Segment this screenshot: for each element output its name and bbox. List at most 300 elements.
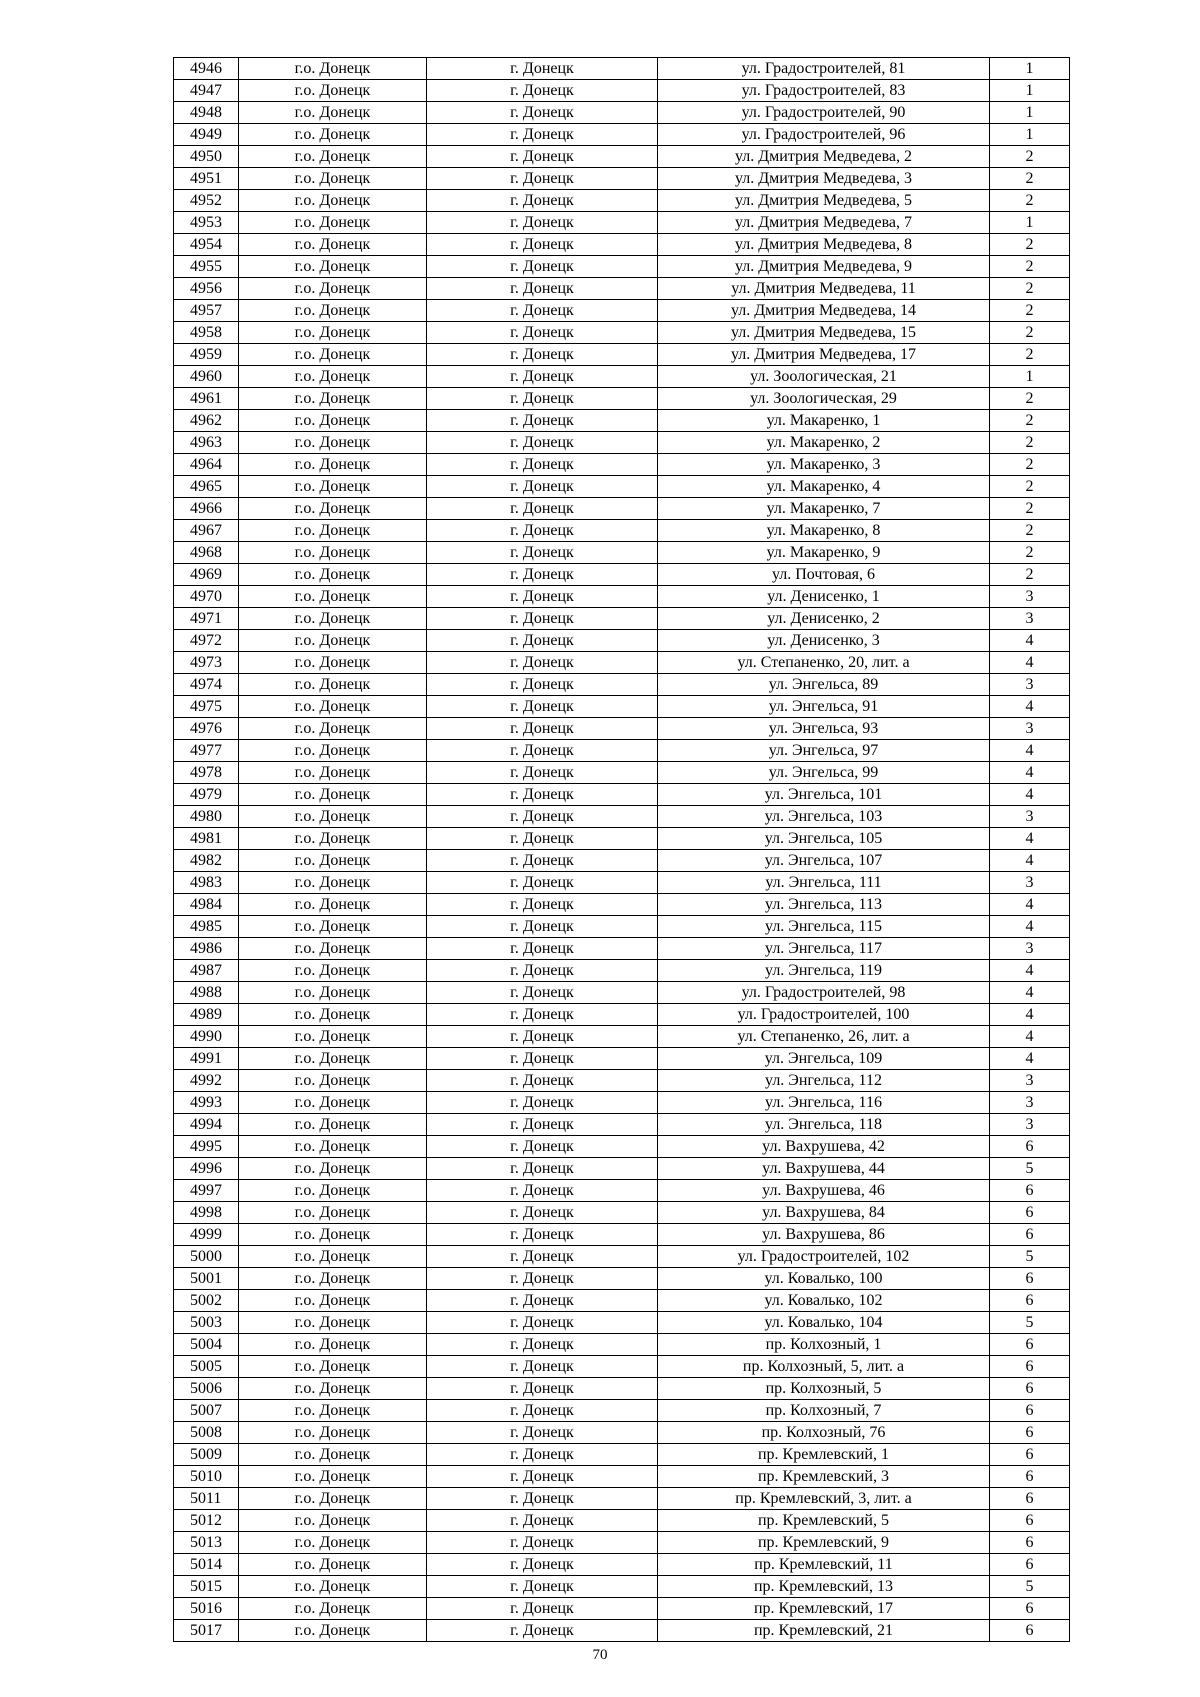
table-row xyxy=(174,806,1070,828)
value-cell: 2 xyxy=(990,322,1070,344)
table-row xyxy=(174,410,1070,432)
table-row xyxy=(174,1510,1070,1532)
row-number-cell: 4966 xyxy=(174,498,239,520)
district-cell: г.о. Донецк xyxy=(239,1290,427,1312)
value-cell: 2 xyxy=(990,520,1070,542)
table-row xyxy=(174,278,1070,300)
district-cell: г.о. Донецк xyxy=(239,784,427,806)
row-number-cell: 5017 xyxy=(174,1620,239,1642)
value-cell: 6 xyxy=(990,1356,1070,1378)
city-cell: г. Донецк xyxy=(427,916,658,938)
value-cell: 2 xyxy=(990,432,1070,454)
value-cell: 2 xyxy=(990,498,1070,520)
value-cell: 4 xyxy=(990,762,1070,784)
row-number-cell: 4993 xyxy=(174,1092,239,1114)
value-cell: 2 xyxy=(990,300,1070,322)
city-cell: г. Донецк xyxy=(427,564,658,586)
row-number-cell: 4959 xyxy=(174,344,239,366)
table-row xyxy=(174,124,1070,146)
value-cell: 5 xyxy=(990,1158,1070,1180)
table-row xyxy=(174,366,1070,388)
city-cell: г. Донецк xyxy=(427,1334,658,1356)
table-row xyxy=(174,454,1070,476)
address-cell: ул. Макаренко, 9 xyxy=(658,542,990,564)
district-cell: г.о. Донецк xyxy=(239,894,427,916)
district-cell: г.о. Донецк xyxy=(239,102,427,124)
city-cell: г. Донецк xyxy=(427,212,658,234)
district-cell: г.о. Донецк xyxy=(239,1312,427,1334)
district-cell: г.о. Донецк xyxy=(239,1532,427,1554)
value-cell: 4 xyxy=(990,916,1070,938)
district-cell: г.о. Донецк xyxy=(239,1554,427,1576)
row-number-cell: 4958 xyxy=(174,322,239,344)
address-cell: пр. Кремлевский, 5 xyxy=(658,1510,990,1532)
district-cell: г.о. Донецк xyxy=(239,1620,427,1642)
value-cell: 6 xyxy=(990,1422,1070,1444)
row-number-cell: 4999 xyxy=(174,1224,239,1246)
address-cell: ул. Денисенко, 3 xyxy=(658,630,990,652)
city-cell: г. Донецк xyxy=(427,674,658,696)
table-row xyxy=(174,1598,1070,1620)
city-cell: г. Донецк xyxy=(427,1576,658,1598)
district-cell: г.о. Донецк xyxy=(239,454,427,476)
row-number-cell: 5012 xyxy=(174,1510,239,1532)
value-cell: 2 xyxy=(990,234,1070,256)
address-cell: ул. Ковалько, 102 xyxy=(658,1290,990,1312)
city-cell: г. Донецк xyxy=(427,1158,658,1180)
row-number-cell: 4971 xyxy=(174,608,239,630)
city-cell: г. Донецк xyxy=(427,696,658,718)
table-row xyxy=(174,234,1070,256)
address-cell: ул. Дмитрия Медведева, 8 xyxy=(658,234,990,256)
address-cell: ул. Градостроителей, 90 xyxy=(658,102,990,124)
district-cell: г.о. Донецк xyxy=(239,762,427,784)
row-number-cell: 4956 xyxy=(174,278,239,300)
district-cell: г.о. Донецк xyxy=(239,1092,427,1114)
district-cell: г.о. Донецк xyxy=(239,938,427,960)
address-cell: ул. Макаренко, 1 xyxy=(658,410,990,432)
address-cell: ул. Энгельса, 117 xyxy=(658,938,990,960)
address-cell: ул. Ковалько, 100 xyxy=(658,1268,990,1290)
table-row xyxy=(174,652,1070,674)
value-cell: 4 xyxy=(990,1048,1070,1070)
city-cell: г. Донецк xyxy=(427,278,658,300)
table-row xyxy=(174,696,1070,718)
district-cell: г.о. Донецк xyxy=(239,366,427,388)
address-cell: ул. Вахрушева, 86 xyxy=(658,1224,990,1246)
address-cell: ул. Дмитрия Медведева, 11 xyxy=(658,278,990,300)
city-cell: г. Донецк xyxy=(427,630,658,652)
district-cell: г.о. Донецк xyxy=(239,850,427,872)
city-cell: г. Донецк xyxy=(427,1290,658,1312)
city-cell: г. Донецк xyxy=(427,520,658,542)
value-cell: 3 xyxy=(990,1070,1070,1092)
address-cell: пр. Колхозный, 5, лит. а xyxy=(658,1356,990,1378)
address-cell: ул. Макаренко, 2 xyxy=(658,432,990,454)
row-number-cell: 5015 xyxy=(174,1576,239,1598)
table-body xyxy=(174,58,1070,1642)
row-number-cell: 4968 xyxy=(174,542,239,564)
district-cell: г.о. Донецк xyxy=(239,1180,427,1202)
city-cell: г. Донецк xyxy=(427,1488,658,1510)
table-row xyxy=(174,1048,1070,1070)
district-cell: г.о. Донецк xyxy=(239,608,427,630)
row-number-cell: 4989 xyxy=(174,1004,239,1026)
city-cell: г. Донецк xyxy=(427,366,658,388)
address-cell: ул. Энгельса, 116 xyxy=(658,1092,990,1114)
city-cell: г. Донецк xyxy=(427,1422,658,1444)
value-cell: 6 xyxy=(990,1532,1070,1554)
district-cell: г.о. Донецк xyxy=(239,410,427,432)
value-cell: 6 xyxy=(990,1444,1070,1466)
value-cell: 6 xyxy=(990,1554,1070,1576)
table-row xyxy=(174,1114,1070,1136)
city-cell: г. Донецк xyxy=(427,1070,658,1092)
row-number-cell: 4951 xyxy=(174,168,239,190)
district-cell: г.о. Донецк xyxy=(239,168,427,190)
address-cell: ул. Энгельса, 119 xyxy=(658,960,990,982)
value-cell: 2 xyxy=(990,564,1070,586)
value-cell: 3 xyxy=(990,674,1070,696)
value-cell: 3 xyxy=(990,938,1070,960)
table-row xyxy=(174,784,1070,806)
district-cell: г.о. Донецк xyxy=(239,916,427,938)
value-cell: 6 xyxy=(990,1400,1070,1422)
address-cell: ул. Энгельса, 111 xyxy=(658,872,990,894)
city-cell: г. Донецк xyxy=(427,894,658,916)
row-number-cell: 4981 xyxy=(174,828,239,850)
city-cell: г. Донецк xyxy=(427,476,658,498)
row-number-cell: 4961 xyxy=(174,388,239,410)
city-cell: г. Донецк xyxy=(427,828,658,850)
address-cell: ул. Степаненко, 20, лит. а xyxy=(658,652,990,674)
city-cell: г. Донецк xyxy=(427,1004,658,1026)
address-cell: пр. Кремлевский, 1 xyxy=(658,1444,990,1466)
district-cell: г.о. Донецк xyxy=(239,520,427,542)
address-cell: пр. Кремлевский, 9 xyxy=(658,1532,990,1554)
value-cell: 1 xyxy=(990,102,1070,124)
district-cell: г.о. Донецк xyxy=(239,1048,427,1070)
district-cell: г.о. Донецк xyxy=(239,1466,427,1488)
address-cell: пр. Кремлевский, 3, лит. а xyxy=(658,1488,990,1510)
address-cell: ул. Энгельса, 89 xyxy=(658,674,990,696)
table-row xyxy=(174,1180,1070,1202)
value-cell: 5 xyxy=(990,1312,1070,1334)
address-cell: ул. Энгельса, 107 xyxy=(658,850,990,872)
table-row xyxy=(174,1290,1070,1312)
table-row xyxy=(174,322,1070,344)
table-row xyxy=(174,1356,1070,1378)
table-row xyxy=(174,476,1070,498)
row-number-cell: 4976 xyxy=(174,718,239,740)
value-cell: 4 xyxy=(990,1004,1070,1026)
row-number-cell: 4988 xyxy=(174,982,239,1004)
value-cell: 1 xyxy=(990,80,1070,102)
district-cell: г.о. Донецк xyxy=(239,1070,427,1092)
address-cell: ул. Энгельса, 112 xyxy=(658,1070,990,1092)
district-cell: г.о. Донецк xyxy=(239,124,427,146)
address-cell: ул. Дмитрия Медведева, 5 xyxy=(658,190,990,212)
value-cell: 3 xyxy=(990,806,1070,828)
table-row xyxy=(174,1202,1070,1224)
city-cell: г. Донецк xyxy=(427,1136,658,1158)
value-cell: 6 xyxy=(990,1510,1070,1532)
address-cell: ул. Энгельса, 113 xyxy=(658,894,990,916)
district-cell: г.о. Донецк xyxy=(239,432,427,454)
city-cell: г. Донецк xyxy=(427,850,658,872)
city-cell: г. Донецк xyxy=(427,234,658,256)
table-row xyxy=(174,1444,1070,1466)
city-cell: г. Донецк xyxy=(427,1268,658,1290)
row-number-cell: 5000 xyxy=(174,1246,239,1268)
city-cell: г. Донецк xyxy=(427,718,658,740)
city-cell: г. Донецк xyxy=(427,300,658,322)
table-row xyxy=(174,146,1070,168)
address-cell: ул. Ковалько, 104 xyxy=(658,1312,990,1334)
city-cell: г. Донецк xyxy=(427,1554,658,1576)
table-row xyxy=(174,1422,1070,1444)
row-number-cell: 4960 xyxy=(174,366,239,388)
table-row xyxy=(174,520,1070,542)
table-row xyxy=(174,718,1070,740)
address-cell: пр. Колхозный, 1 xyxy=(658,1334,990,1356)
row-number-cell: 5004 xyxy=(174,1334,239,1356)
district-cell: г.о. Донецк xyxy=(239,1378,427,1400)
address-cell: ул. Дмитрия Медведева, 7 xyxy=(658,212,990,234)
value-cell: 4 xyxy=(990,982,1070,1004)
table-row xyxy=(174,1312,1070,1334)
address-cell: ул. Дмитрия Медведева, 17 xyxy=(658,344,990,366)
table-row xyxy=(174,982,1070,1004)
row-number-cell: 4992 xyxy=(174,1070,239,1092)
table-row xyxy=(174,608,1070,630)
value-cell: 5 xyxy=(990,1246,1070,1268)
district-cell: г.о. Донецк xyxy=(239,1224,427,1246)
row-number-cell: 4983 xyxy=(174,872,239,894)
row-number-cell: 5008 xyxy=(174,1422,239,1444)
address-cell: ул. Энгельса, 91 xyxy=(658,696,990,718)
address-cell: ул. Энгельса, 103 xyxy=(658,806,990,828)
city-cell: г. Донецк xyxy=(427,938,658,960)
table-row xyxy=(174,1246,1070,1268)
row-number-cell: 4973 xyxy=(174,652,239,674)
district-cell: г.о. Донецк xyxy=(239,696,427,718)
city-cell: г. Донецк xyxy=(427,102,658,124)
city-cell: г. Донецк xyxy=(427,1466,658,1488)
row-number-cell: 5003 xyxy=(174,1312,239,1334)
row-number-cell: 4998 xyxy=(174,1202,239,1224)
address-cell: ул. Дмитрия Медведева, 14 xyxy=(658,300,990,322)
value-cell: 6 xyxy=(990,1136,1070,1158)
city-cell: г. Донецк xyxy=(427,146,658,168)
address-table xyxy=(173,57,1070,1642)
value-cell: 3 xyxy=(990,608,1070,630)
city-cell: г. Донецк xyxy=(427,1246,658,1268)
city-cell: г. Донецк xyxy=(427,190,658,212)
row-number-cell: 4980 xyxy=(174,806,239,828)
row-number-cell: 4953 xyxy=(174,212,239,234)
table-row xyxy=(174,1026,1070,1048)
row-number-cell: 4997 xyxy=(174,1180,239,1202)
value-cell: 3 xyxy=(990,872,1070,894)
address-cell: ул. Вахрушева, 84 xyxy=(658,1202,990,1224)
district-cell: г.о. Донецк xyxy=(239,212,427,234)
address-cell: ул. Градостроителей, 102 xyxy=(658,1246,990,1268)
table-row xyxy=(174,1136,1070,1158)
table-row xyxy=(174,1554,1070,1576)
district-cell: г.о. Донецк xyxy=(239,1334,427,1356)
address-cell: ул. Градостроителей, 83 xyxy=(658,80,990,102)
district-cell: г.о. Донецк xyxy=(239,652,427,674)
district-cell: г.о. Донецк xyxy=(239,1576,427,1598)
value-cell: 4 xyxy=(990,784,1070,806)
table-row xyxy=(174,828,1070,850)
row-number-cell: 5010 xyxy=(174,1466,239,1488)
city-cell: г. Донецк xyxy=(427,256,658,278)
address-cell: ул. Дмитрия Медведева, 3 xyxy=(658,168,990,190)
value-cell: 1 xyxy=(990,124,1070,146)
table-row xyxy=(174,586,1070,608)
address-cell: ул. Дмитрия Медведева, 9 xyxy=(658,256,990,278)
value-cell: 2 xyxy=(990,190,1070,212)
value-cell: 4 xyxy=(990,652,1070,674)
district-cell: г.о. Донецк xyxy=(239,1400,427,1422)
address-cell: ул. Градостроителей, 100 xyxy=(658,1004,990,1026)
city-cell: г. Донецк xyxy=(427,740,658,762)
city-cell: г. Донецк xyxy=(427,1180,658,1202)
city-cell: г. Донецк xyxy=(427,80,658,102)
city-cell: г. Донецк xyxy=(427,1510,658,1532)
address-cell: ул. Градостроителей, 98 xyxy=(658,982,990,1004)
table-row xyxy=(174,1004,1070,1026)
district-cell: г.о. Донецк xyxy=(239,498,427,520)
city-cell: г. Донецк xyxy=(427,982,658,1004)
table-row xyxy=(174,894,1070,916)
city-cell: г. Донецк xyxy=(427,542,658,564)
district-cell: г.о. Донецк xyxy=(239,718,427,740)
value-cell: 4 xyxy=(990,1026,1070,1048)
value-cell: 4 xyxy=(990,696,1070,718)
address-cell: ул. Степаненко, 26, лит. а xyxy=(658,1026,990,1048)
district-cell: г.о. Донецк xyxy=(239,564,427,586)
address-cell: ул. Макаренко, 8 xyxy=(658,520,990,542)
row-number-cell: 4987 xyxy=(174,960,239,982)
row-number-cell: 4952 xyxy=(174,190,239,212)
table-row xyxy=(174,168,1070,190)
row-number-cell: 5013 xyxy=(174,1532,239,1554)
value-cell: 4 xyxy=(990,960,1070,982)
value-cell: 6 xyxy=(990,1202,1070,1224)
value-cell: 4 xyxy=(990,630,1070,652)
district-cell: г.о. Донецк xyxy=(239,1114,427,1136)
row-number-cell: 4982 xyxy=(174,850,239,872)
value-cell: 6 xyxy=(990,1466,1070,1488)
table-row xyxy=(174,542,1070,564)
city-cell: г. Донецк xyxy=(427,1444,658,1466)
district-cell: г.о. Донецк xyxy=(239,388,427,410)
value-cell: 2 xyxy=(990,388,1070,410)
city-cell: г. Донецк xyxy=(427,344,658,366)
city-cell: г. Донецк xyxy=(427,1114,658,1136)
district-cell: г.о. Донецк xyxy=(239,1444,427,1466)
row-number-cell: 4962 xyxy=(174,410,239,432)
district-cell: г.о. Донецк xyxy=(239,1026,427,1048)
district-cell: г.о. Донецк xyxy=(239,630,427,652)
row-number-cell: 4979 xyxy=(174,784,239,806)
city-cell: г. Донецк xyxy=(427,1356,658,1378)
table-row xyxy=(174,1400,1070,1422)
row-number-cell: 4991 xyxy=(174,1048,239,1070)
address-cell: ул. Энгельса, 97 xyxy=(658,740,990,762)
address-cell: ул. Макаренко, 7 xyxy=(658,498,990,520)
row-number-cell: 4946 xyxy=(174,58,239,80)
address-cell: ул. Макаренко, 3 xyxy=(658,454,990,476)
district-cell: г.о. Донецк xyxy=(239,960,427,982)
value-cell: 6 xyxy=(990,1488,1070,1510)
city-cell: г. Донецк xyxy=(427,872,658,894)
row-number-cell: 4978 xyxy=(174,762,239,784)
table-row xyxy=(174,1378,1070,1400)
row-number-cell: 4994 xyxy=(174,1114,239,1136)
district-cell: г.о. Донецк xyxy=(239,234,427,256)
row-number-cell: 4954 xyxy=(174,234,239,256)
address-cell: ул. Энгельса, 93 xyxy=(658,718,990,740)
table-row xyxy=(174,1488,1070,1510)
table-row xyxy=(174,58,1070,80)
table-row xyxy=(174,102,1070,124)
value-cell: 2 xyxy=(990,542,1070,564)
row-number-cell: 4955 xyxy=(174,256,239,278)
city-cell: г. Донецк xyxy=(427,410,658,432)
row-number-cell: 4947 xyxy=(174,80,239,102)
row-number-cell: 5011 xyxy=(174,1488,239,1510)
city-cell: г. Донецк xyxy=(427,58,658,80)
city-cell: г. Донецк xyxy=(427,1202,658,1224)
row-number-cell: 5007 xyxy=(174,1400,239,1422)
district-cell: г.о. Донецк xyxy=(239,300,427,322)
row-number-cell: 4986 xyxy=(174,938,239,960)
row-number-cell: 4985 xyxy=(174,916,239,938)
district-cell: г.о. Донецк xyxy=(239,1158,427,1180)
row-number-cell: 4965 xyxy=(174,476,239,498)
city-cell: г. Донецк xyxy=(427,388,658,410)
value-cell: 2 xyxy=(990,256,1070,278)
table-row xyxy=(174,344,1070,366)
table-row xyxy=(174,1224,1070,1246)
value-cell: 1 xyxy=(990,212,1070,234)
city-cell: г. Донецк xyxy=(427,806,658,828)
address-cell: ул. Градостроителей, 81 xyxy=(658,58,990,80)
city-cell: г. Донецк xyxy=(427,762,658,784)
address-cell: пр. Кремлевский, 13 xyxy=(658,1576,990,1598)
row-number-cell: 4977 xyxy=(174,740,239,762)
address-cell: ул. Энгельса, 101 xyxy=(658,784,990,806)
district-cell: г.о. Донецк xyxy=(239,190,427,212)
table-row xyxy=(174,80,1070,102)
value-cell: 3 xyxy=(990,1092,1070,1114)
row-number-cell: 5014 xyxy=(174,1554,239,1576)
table-row xyxy=(174,1334,1070,1356)
city-cell: г. Донецк xyxy=(427,1532,658,1554)
city-cell: г. Донецк xyxy=(427,1048,658,1070)
address-cell: ул. Зоологическая, 21 xyxy=(658,366,990,388)
row-number-cell: 4972 xyxy=(174,630,239,652)
address-cell: ул. Энгельса, 99 xyxy=(658,762,990,784)
row-number-cell: 4990 xyxy=(174,1026,239,1048)
row-number-cell: 5001 xyxy=(174,1268,239,1290)
district-cell: г.о. Донецк xyxy=(239,1488,427,1510)
table-row xyxy=(174,740,1070,762)
